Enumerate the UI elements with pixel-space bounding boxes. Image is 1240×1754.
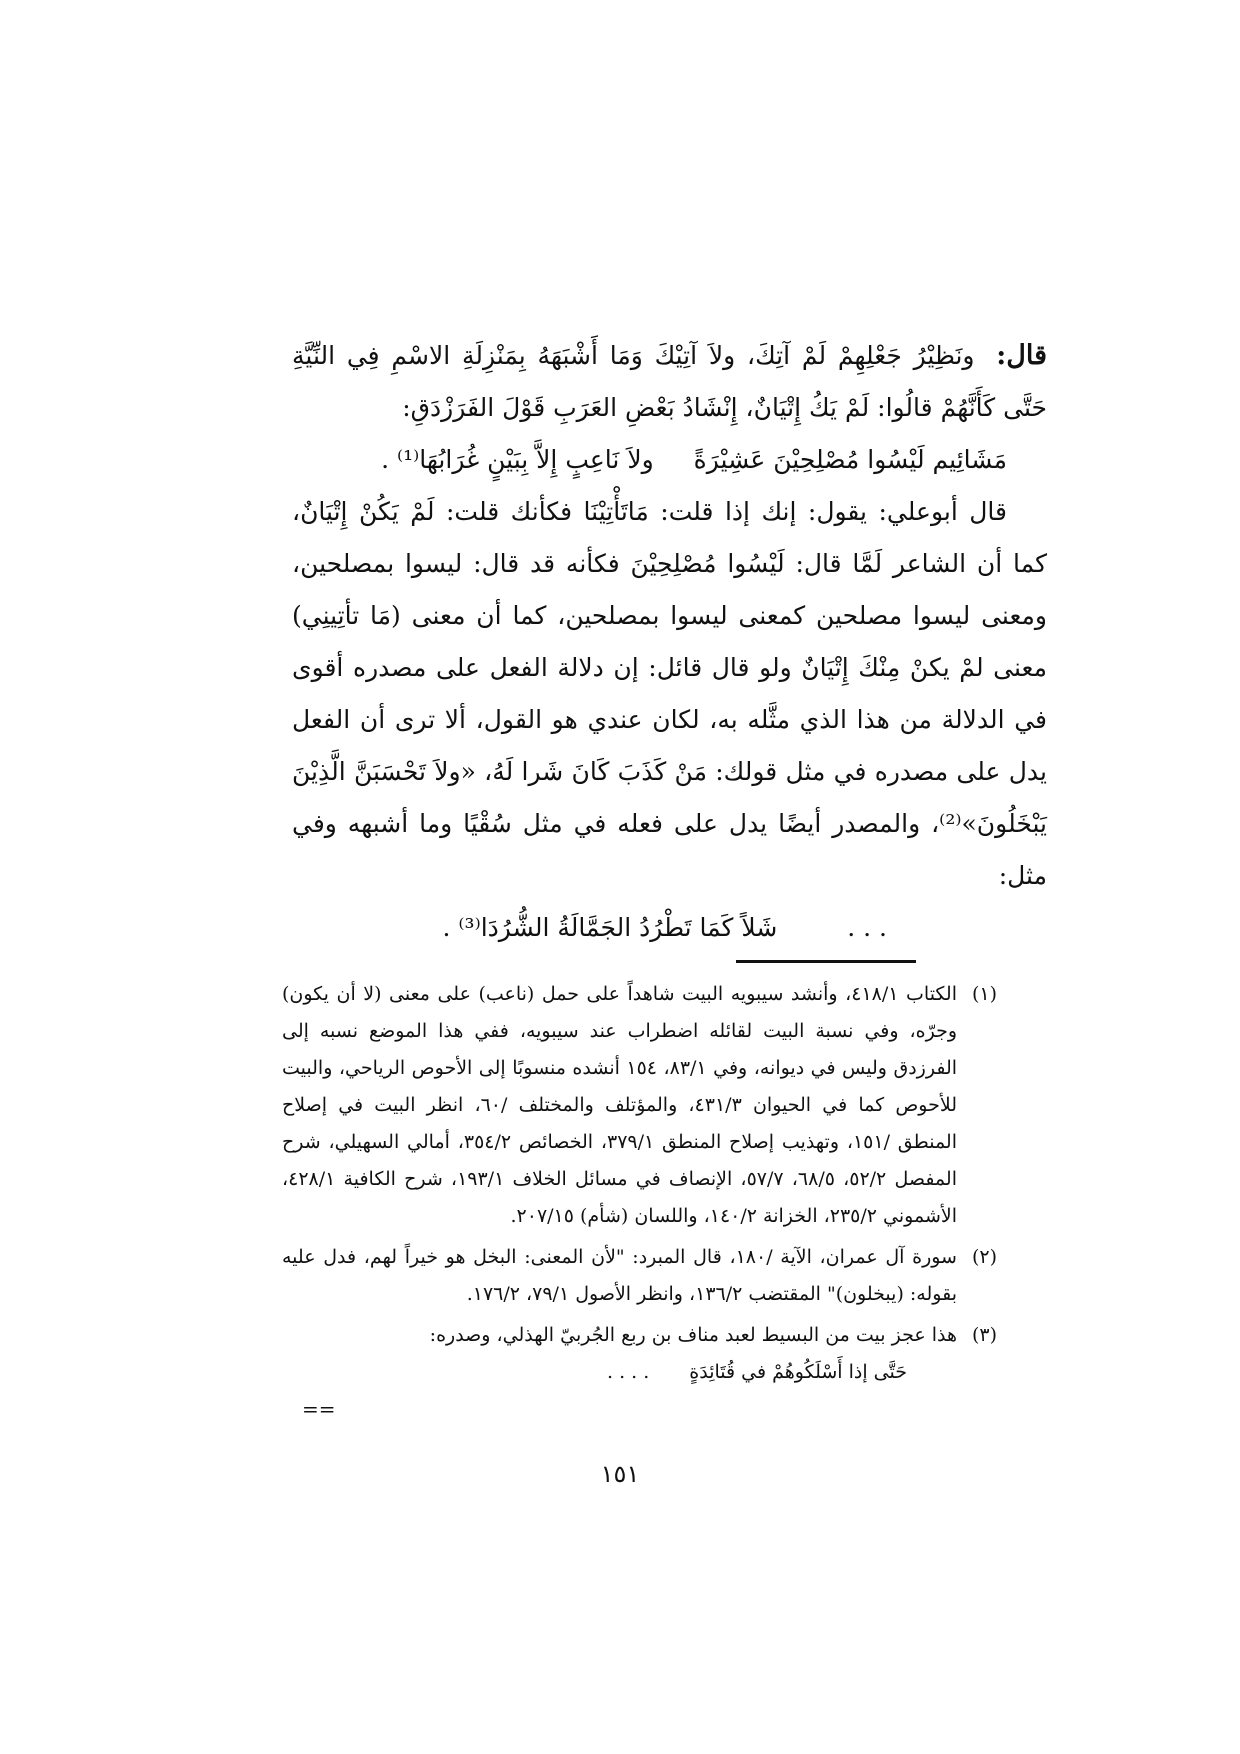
footnote-verse	[282, 1354, 957, 1391]
footnote-text: سورة آل عمران، الآية /١٨٠، قال المبرد: "لأن المعنى: البخل هو خيراً لهم، فدل عليه بقوله: (يبخلون)" المقتضب ١٣٦/٢، وانظر الأصول ٧٩/١، ١٧٦/٢.	[282, 1246, 957, 1305]
footnote-verse-first-hemistich: حَتَّى إذا أَسْلَكُوهُمْ في قُتَائِدَةٍ	[689, 1361, 907, 1383]
footnote-verse-ellipsis: . . . .	[607, 1361, 650, 1383]
page-number: ١٥١	[600, 1460, 640, 1488]
speaker-label: قال:	[996, 340, 1048, 371]
main-text-block	[292, 330, 1047, 954]
verse-2-first-hemistich-ellipsis: . . .	[847, 913, 887, 942]
verse-1-first-hemistich: مَشَائِيم لَيْسُوا مُصْلِحِيْنَ عَشِيْرَةً	[693, 445, 1007, 474]
footnote-3-body	[282, 1317, 957, 1391]
continuation-mark: ==	[302, 1397, 336, 1421]
verse-line-2	[292, 902, 1047, 954]
footnote-2	[282, 1239, 997, 1313]
footnote-number: (١)	[971, 983, 997, 1005]
footnote-number: (٣)	[971, 1324, 997, 1346]
footnote-text: هذا عجز بيت من البسيط لعبد مناف بن ربع الجُربيّ الهذلي، وصدره:	[429, 1324, 957, 1346]
paragraph-1-text: ونَظِيْرُ جَعْلِهِمْ لَمْ آتِكَ، ولاَ آتِيْكَ وَمَا أَشْبَهَهُ بِمَنْزِلَةِ الاسْمِ فِي النِّيَّةِ حَتَّى كَأَنَّهُمْ قالُوا: لَمْ يَكُ إِتْيَانٌ، إِنْشَادُ بَعْضِ العَرَبِ قَوْلَ الفَرَزْدَقِ:	[292, 341, 1047, 422]
footnote-3	[282, 1317, 997, 1391]
footnote-1	[282, 976, 997, 1235]
verse-line-1	[292, 434, 1047, 486]
footnote-number: (٢)	[971, 1246, 997, 1268]
paragraph-1	[292, 330, 1047, 434]
verse-2-second-hemistich: شَلاً كَمَا تَطْرُدُ الجَمَّالَةُ الشُّرُدَا⁽³⁾ .	[442, 913, 778, 942]
verse-1-second-hemistich: ولاَ نَاعِبٍ إِلاَّ بِبَيْنٍ غُرَابُهَا⁽¹⁾ .	[381, 445, 654, 474]
paragraph-2: قال أبوعلي: يقول: إنك إذا قلت: مَاتَأْتِيْنَا فكأنك قلت: لَمْ يَكُنْ إِتْيَانٌ، كما أن الشاعر لَمَّا قال: لَيْسُوا مُصْلِحِيْنَ فكأنه قد قال: ليسوا بمصلحين، ومعنى ليسوا مصلحين كمعنى ليسوا بمصلحين، كما أن معنى (مَا تأتِينِي) معنى لمْ يكنْ مِنْكَ إِتْيَانٌ ولو قال قائل: إن دلالة الفعل على مصدره أقوى في الدلالة من هذا الذي مثَّله به، لكان عندي هو القول، ألا ترى أن الفعل يدل على مصدره في مثل قولك: مَنْ كَذَبَ كَانَ شَرا لَهُ، «ولاَ تَحْسَبَنَّ الَّذِيْنَ يَبْخَلُونَ»⁽²⁾، والمصدر أيضًا يدل على فعله في مثل سُقْيًا وما أشبهه وفي مثل:	[292, 497, 1047, 890]
footnote-text: الكتاب ٤١٨/١، وأنشد سيبويه البيت شاهداً على حمل (ناعب) على معنى (لا أن يكون) وجرّه، وفي نسبة البيت لقائله اضطراب عند سيبويه، ففي هذا الموضع نسبه إلى الفرزدق وليس في ديوانه، وفي ٨٣/١، ١٥٤ أنشده منسوبًا إلى الأحوص الرياحي، والبيت للأحوص كما في الحيوان ٤٣١/٣، والمؤتلف والمختلف /٦٠، انظر البيت في إصلاح المنطق /١٥١، وتهذيب إصلاح المنطق ٣٧٩/١، الخصائص ٣٥٤/٢، أمالي السهيلي، شرح المفصل ٥٢/٢، ٦٨/٥، ٥٧/٧، الإنصاف في مسائل الخلاف ١٩٣/١، شرح الكافية ٤٢٨/١، الأشموني ٢٣٥/٢، الخزانة ١٤٠/٢، واللسان (شأم) ٢٠٧/١٥.	[282, 983, 958, 1227]
footnotes-section	[282, 976, 997, 1395]
footnote-divider	[736, 960, 916, 963]
